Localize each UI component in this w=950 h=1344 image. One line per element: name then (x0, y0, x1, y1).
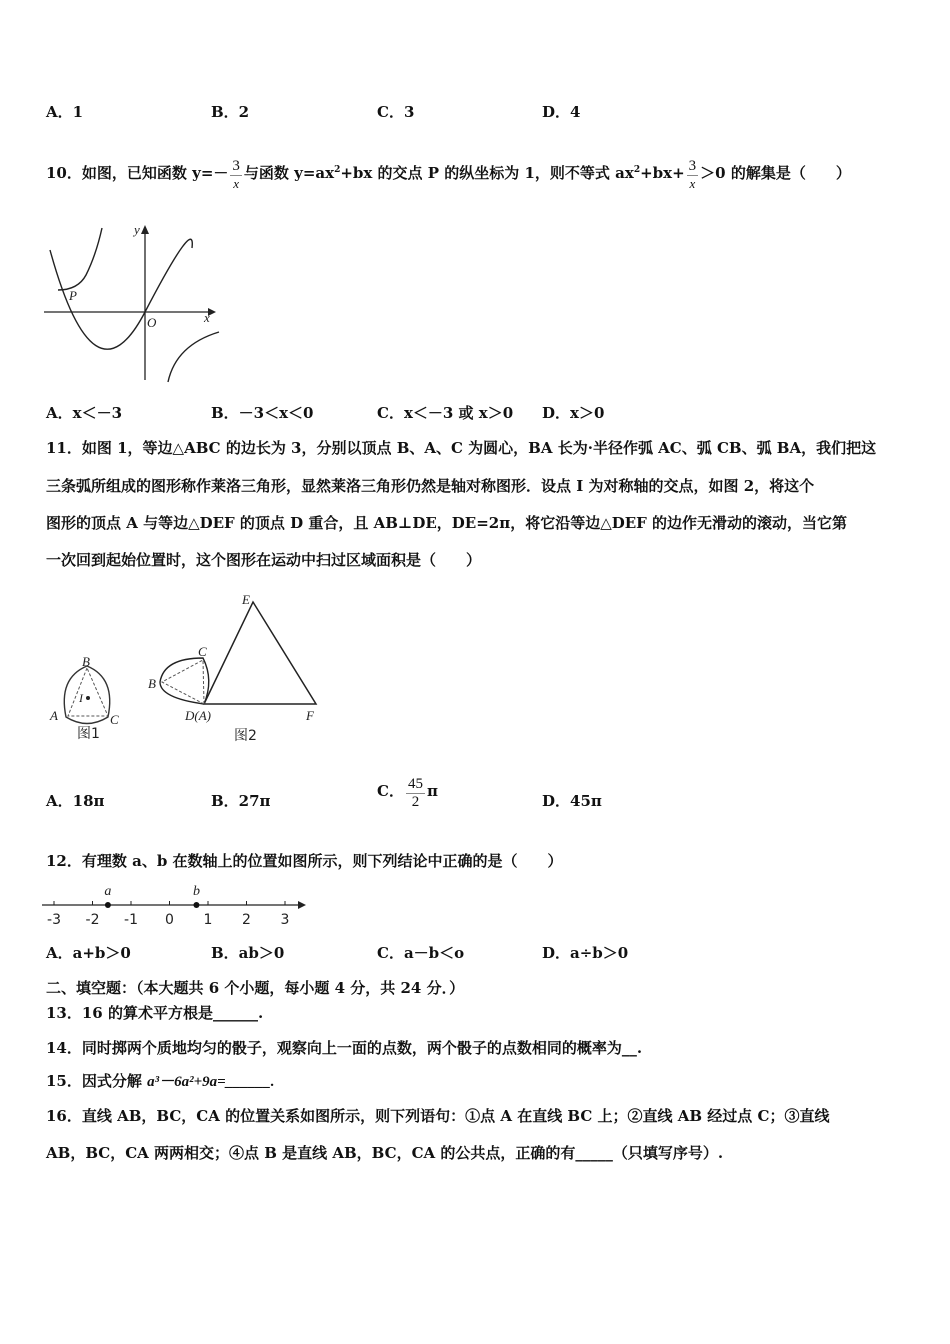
q10-option-a: A．x＜－3 (46, 404, 123, 422)
tick-label: 1 (203, 912, 213, 928)
triangle-def (204, 602, 316, 704)
q12-option-a: A．a+b＞0 (46, 944, 131, 962)
q11-line-4: 一次回到起始位置时，这个图形在运动中扫过区域面积是（ ） (46, 551, 482, 569)
q11-option-a: A．18π (46, 792, 105, 810)
q9-option-c: C．3 (377, 103, 415, 121)
q11-line-3: 图形的顶点 A 与等边△DEF 的顶点 D 重合，且 AB⊥DE，DE=2π，将它沿等边△DEF 的边作无滑动的滚动，当它第 (46, 514, 848, 532)
tick-label: -3 (47, 912, 61, 928)
q10-option-d: D．x＞0 (542, 404, 605, 422)
q11-option-d: D．45π (542, 792, 602, 810)
hyperbola-right-branch (168, 332, 219, 382)
point-p-label: P (69, 288, 77, 303)
q12-option-b: B．ab＞0 (211, 944, 285, 962)
origin-label: O (147, 315, 157, 330)
q9-option-b: B．2 (211, 103, 250, 121)
label-f: F (306, 708, 314, 723)
point-a-label: a (104, 884, 112, 899)
reuleaux-triangle (64, 666, 109, 724)
number-line-arrow-icon (298, 901, 306, 909)
q9-option-a: A．1 (46, 103, 84, 121)
q10-stem: 10．如图，已知函数 y=－ $\frac{3}{x}$ 与函数 $y=ax^2+bx$ 的交点 P 的纵坐标为 1，则不等式 $ax^2+bx+$ $\frac{3}{x}$ ＞0 的解集是（ ） (46, 157, 851, 191)
q10-fraction-1: $\frac{3}{x}$ (232, 157, 240, 191)
label-i: I (79, 691, 83, 705)
q16-line-1: 16．直线 AB，BC，CA 的位置关系如图所示，则下列语句：①点 A 在直线 BC 上；②直线 AB 经过点 C；③直线 (46, 1107, 830, 1125)
q11-line-1: 11．如图 1，等边△ABC 的边长为 3，分别以顶点 B、A、C 为圆心，BA 长为·半径作弧 AC、弧 CB、弧 BA，我们把这 (46, 439, 877, 457)
point-a (105, 902, 111, 908)
q11-figure-2 (140, 588, 325, 748)
caption-figure-1: 图1 (77, 726, 100, 742)
q15: 15．因式分解 a³－6a²+9a=______. (46, 1072, 275, 1090)
label-d: D(A) (185, 708, 211, 723)
tick-label: -1 (124, 912, 138, 928)
label-b: B (82, 654, 90, 669)
tick-label: 2 (242, 912, 251, 928)
q10-fraction-2: $\frac{3}{x}$ (688, 157, 697, 191)
q11-figure-1 (44, 650, 134, 745)
q12-option-d: D．a÷b＞0 (542, 944, 629, 962)
q11-option-c: C． $\frac{45}{2}$ π (377, 775, 438, 810)
label-e: E (242, 592, 250, 607)
label-a: A (50, 708, 58, 723)
point-b-label: b (192, 884, 200, 899)
reuleaux-triangle-2 (160, 658, 209, 704)
q11-line-2: 三条弧所组成的图形称作莱洛三角形，显然莱洛三角形仍然是轴对称图形．设点 I 为对称轴的交点，如图 2，将这个 (46, 477, 815, 495)
tick-label: 0 (165, 912, 174, 928)
label-c2: C (198, 644, 207, 659)
q10-option-b: B．－3＜x＜0 (211, 404, 314, 422)
q12-number-line (42, 882, 307, 930)
center-point-i (86, 696, 90, 700)
tick-label: 3 (280, 912, 290, 928)
caption-figure-2: 图2 (234, 728, 257, 744)
q14: 14．同时掷两个质地均匀的骰子，观察向上一面的点数，两个骰子的点数相同的概率为__. (46, 1039, 643, 1057)
hyperbola-left-branch (58, 228, 102, 290)
section-2-heading: 二、填空题：（本大题共 6 个小题，每小题 4 分，共 24 分．） (46, 979, 465, 997)
q10-graph-figure (44, 220, 224, 385)
q12-stem: 12．有理数 a、b 在数轴上的位置如图所示，则下列结论中正确的是（ ） (46, 852, 563, 870)
label-b2: B (148, 676, 156, 691)
y-label: y (134, 222, 140, 237)
y-axis-arrow-icon (141, 225, 149, 234)
x-label: x (204, 310, 210, 325)
label-c: C (110, 712, 119, 727)
q9-option-d: D．4 (542, 103, 581, 121)
point-b (193, 902, 199, 908)
q12-option-c: C．a－b＜o (377, 944, 465, 962)
q16-line-2: AB，BC，CA 两两相交；④点 B 是直线 AB，BC，CA 的公共点，正确的有_____（只填写序号）. (46, 1144, 724, 1162)
tick-label: -2 (85, 912, 100, 928)
q10-option-c: C．x＜－3 或 x＞0 (377, 404, 514, 422)
q11-option-b: B．27π (211, 792, 271, 810)
q13: 13．16 的算术平方根是______. (46, 1004, 264, 1022)
